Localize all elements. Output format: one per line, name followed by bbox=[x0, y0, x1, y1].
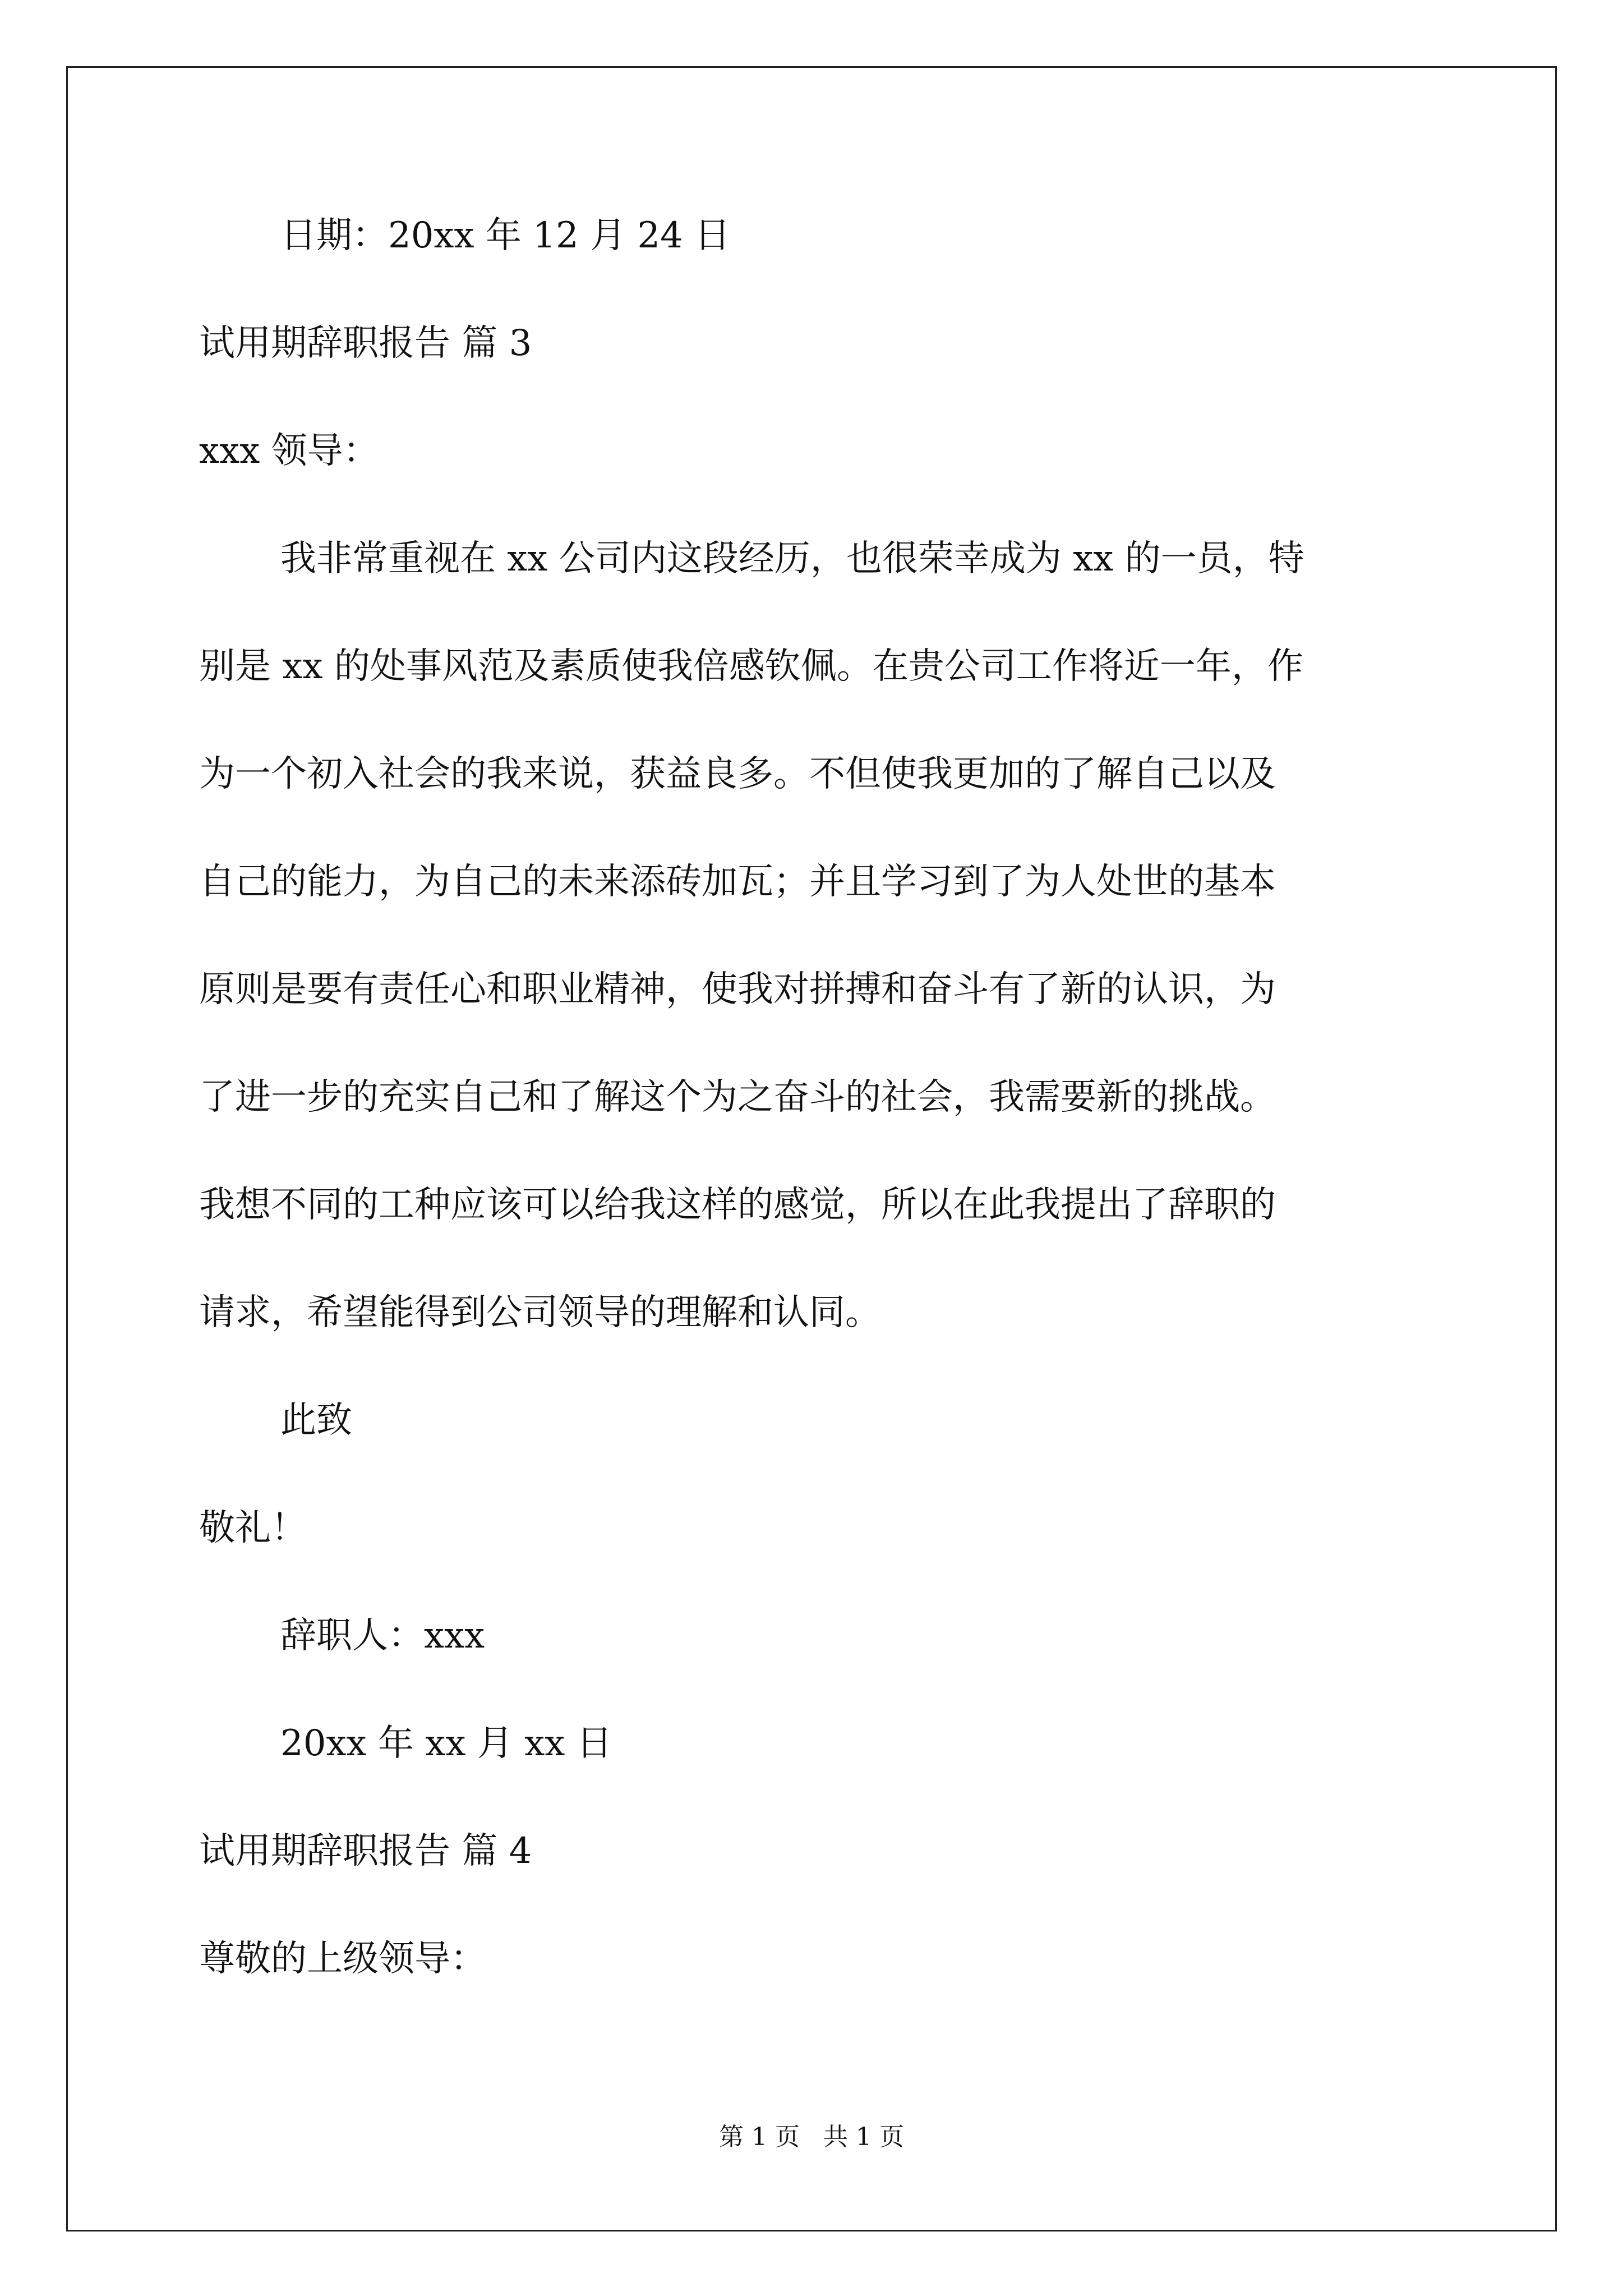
signatory-line: 辞职人：xxx bbox=[280, 1615, 485, 1657]
body-line: 原则是要有责任心和职业精神，使我对拼搏和奋斗有了新的认识，为 bbox=[199, 969, 1276, 1010]
body-line: 我想不同的工种应该可以给我这样的感觉，所以在此我提出了辞职的 bbox=[199, 1184, 1276, 1226]
body-line: 为一个初入社会的我来说，获益良多。不但使我更加的了解自己以及 bbox=[199, 753, 1276, 795]
section-heading-4: 试用期辞职报告 篇 4 bbox=[199, 1830, 532, 1872]
body-line: 了进一步的充实自己和了解这个为之奋斗的社会，我需要新的挑战。 bbox=[199, 1076, 1276, 1118]
date-line: 日期：20xx 年 12 月 24 日 bbox=[280, 215, 731, 256]
body-line: 我非常重视在 xx 公司内这段经历，也很荣幸成为 xx 的一员，特 bbox=[280, 538, 1304, 579]
closing-salute: 敬礼！ bbox=[199, 1507, 307, 1549]
closing-phrase: 此致 bbox=[280, 1400, 352, 1441]
page-footer: 第 1 页 共 1 页 bbox=[719, 2123, 904, 2151]
salutation: xxx 领导： bbox=[199, 430, 379, 472]
signature-date: 20xx 年 xx 月 xx 日 bbox=[280, 1723, 612, 1764]
body-line: 自己的能力，为自己的未来添砖加瓦；并且学习到了为人处世的基本 bbox=[199, 861, 1276, 903]
page-border bbox=[66, 66, 1557, 2231]
salutation-2: 尊敬的上级领导： bbox=[199, 1938, 486, 1980]
body-line: 请求，希望能得到公司领导的理解和认同。 bbox=[199, 1292, 881, 1333]
body-line: 别是 xx 的处事风范及素质使我倍感钦佩。在贵公司工作将近一年，作 bbox=[199, 646, 1303, 687]
section-heading-3: 试用期辞职报告 篇 3 bbox=[199, 323, 532, 364]
